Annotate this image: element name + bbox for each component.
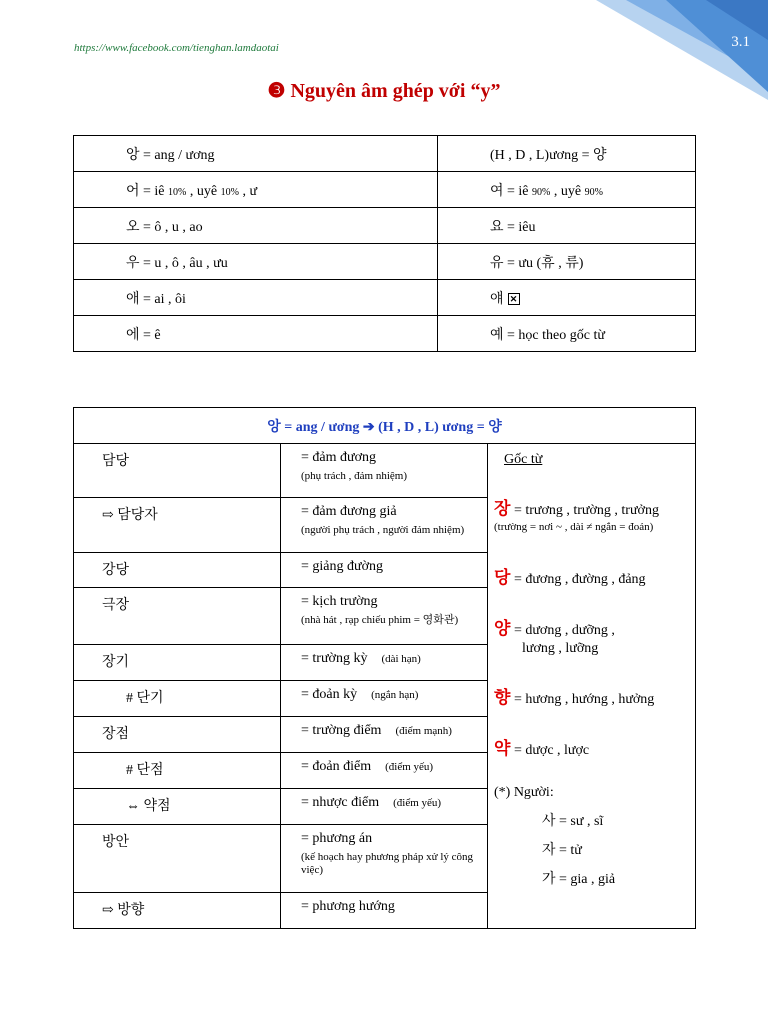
root-words-panel xyxy=(488,444,696,929)
meaning: = giảng đường xyxy=(281,553,488,588)
root-item: 약 = dược , lược xyxy=(494,739,590,758)
vowel-table xyxy=(73,135,696,352)
crossed-box-icon: ✕ xyxy=(508,293,520,305)
person-item: 사 = sư , sĩ xyxy=(542,814,604,829)
word: ⇨ 담당자 xyxy=(74,498,281,553)
cell-left: 어 = iê 10% , uyê 10% , ư xyxy=(74,172,438,208)
root-item-cont: lương , lưỡng xyxy=(522,641,599,656)
table-row xyxy=(74,172,696,208)
meaning: = nhược điểm (điểm yếu) xyxy=(281,789,488,825)
cell-left: 앙 = ang / ương xyxy=(74,136,438,172)
cell-right: 유 = ưu (휴 , 류) xyxy=(438,244,696,280)
person-item: 자 = tử xyxy=(542,843,582,858)
cell-right: 요 = iêu xyxy=(438,208,696,244)
table-row xyxy=(74,444,696,498)
cell-right: (H , D , L)ương = 양 xyxy=(438,136,696,172)
root-note: (trường = nơi ~ , dài ≠ ngắn = đoản) xyxy=(494,521,654,533)
word: 담당 xyxy=(74,444,281,498)
cell-right: 얘 ✕ xyxy=(438,280,696,316)
meaning: = đảm đương giả (người phụ trách , người đảm nhiệm) xyxy=(281,498,488,553)
meaning: = đoản điểm (điểm yếu) xyxy=(281,753,488,789)
table-title-row xyxy=(74,408,696,444)
table-row xyxy=(74,316,696,352)
cell-right: 예 = học theo gốc từ xyxy=(438,316,696,352)
meaning: = phương hướng xyxy=(281,893,488,929)
vocab-table-title: 앙 = ang / ương ➔ (H , D , L) ương = 양 xyxy=(74,408,696,444)
meaning: = trường kỳ (dài hạn) xyxy=(281,645,488,681)
meaning: = đảm đương (phụ trách , đảm nhiệm) xyxy=(281,444,488,498)
word: 장기 xyxy=(74,645,281,681)
word: 장점 xyxy=(74,717,281,753)
table-row xyxy=(74,280,696,316)
root-item: 당 = đương , đường , đảng xyxy=(494,568,646,587)
word: 극장 xyxy=(74,588,281,645)
table-row xyxy=(74,208,696,244)
word: # 단기 xyxy=(74,681,281,717)
word: 방안 xyxy=(74,825,281,893)
word: # 단점 xyxy=(74,753,281,789)
root-item: 양 = dương , dưỡng , xyxy=(494,619,615,638)
page-number: 3.1 xyxy=(731,34,750,50)
root-item: 향 = hương , hướng , hưởng xyxy=(494,688,655,707)
cell-left: 애 = ai , ôi xyxy=(74,280,438,316)
word: ⇨ 방향 xyxy=(74,893,281,929)
word: 강당 xyxy=(74,553,281,588)
root-item: 장 = trương , trường , trưởng xyxy=(494,499,659,518)
meaning: = trường điểm (điểm mạnh) xyxy=(281,717,488,753)
cell-right: 여 = iê 90% , uyê 90% xyxy=(438,172,696,208)
root-title: Gốc từ xyxy=(504,452,543,467)
page-title: ❸ Nguyên âm ghép với “y” xyxy=(267,80,501,102)
meaning: = đoản kỳ (ngắn hạn) xyxy=(281,681,488,717)
person-item: 가 = gia , giả xyxy=(542,872,616,887)
source-url[interactable]: https://www.facebook.com/tienghan.lamdaotai xyxy=(74,42,279,54)
word: ⇔ 약점 xyxy=(74,789,281,825)
table-row xyxy=(74,244,696,280)
vocab-table xyxy=(73,407,696,929)
meaning: = phương án (kế hoạch hay phương pháp xử lý công việc) xyxy=(281,825,488,893)
table-row xyxy=(74,136,696,172)
meaning: = kịch trường (nhà hát , rạp chiếu phim = 영화관) xyxy=(281,588,488,645)
person-label: (*) Người: xyxy=(494,785,554,800)
cell-left: 에 = ê xyxy=(74,316,438,352)
cell-left: 오 = ô , u , ao xyxy=(74,208,438,244)
cell-left: 우 = u , ô , âu , ưu xyxy=(74,244,438,280)
